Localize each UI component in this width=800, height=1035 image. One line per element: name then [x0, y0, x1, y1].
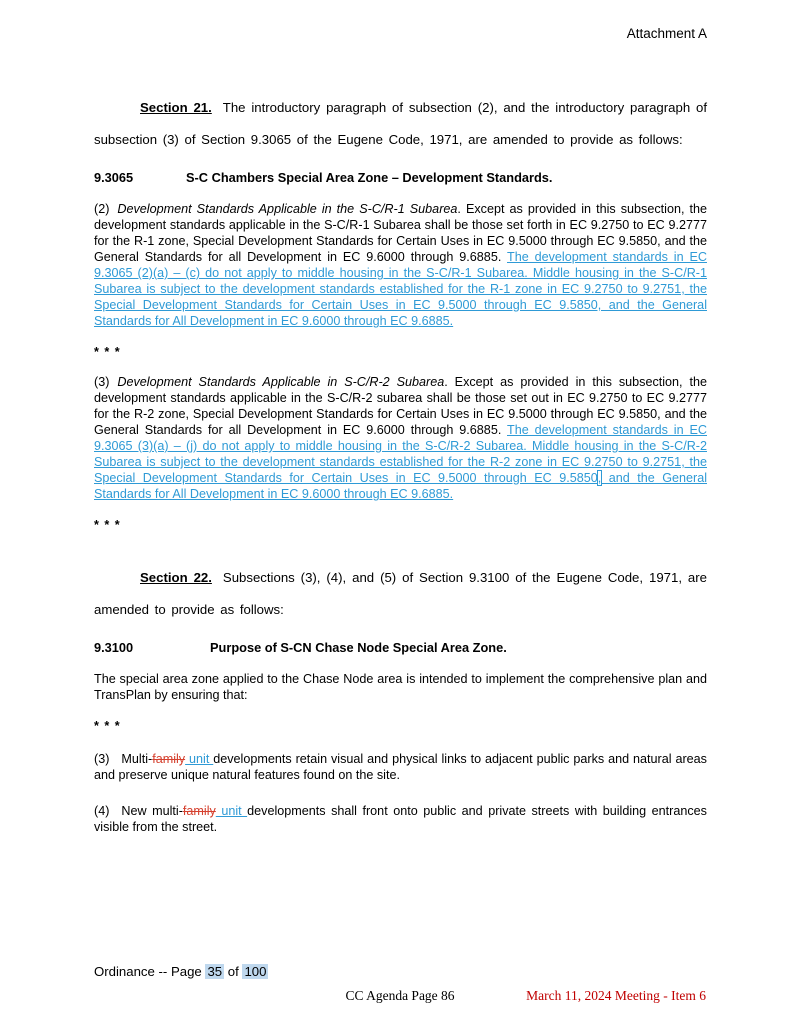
heading-9-3100 [94, 640, 707, 656]
code-number-9-3065: 9.3065 [94, 170, 134, 185]
section-21-body: The introductory paragraph of subsection (2), and the introductory paragraph of subsection (3) of Section 9.3065 of the Eugene Code, 1971, are amended to provide as follows: [94, 100, 707, 147]
amend3-pre-text: Multi- [121, 752, 153, 766]
attachment-label: Attachment A [626, 26, 707, 41]
section-22-paragraph [94, 562, 707, 626]
paragraph-3-amendment [94, 751, 707, 783]
paragraph-3-lead-in: Development Standards Applicable in S-C/R-2 Subarea [117, 375, 445, 389]
paragraph-3-change-mark: , [597, 471, 602, 485]
paragraph-2-existing-text: . Except as provided in this subsection, the development standards applicable in the S-C/R-1 Subarea shall be those set forth in EC 9.2750 to EC 9.2777 for the R-1 zone, Special Development Standards for Certain Uses in EC 9.5000 through EC 9.5850, and the General Standards for all Development in EC 9.6000 through 9.6885. [94, 202, 708, 264]
code-title-9-3100: Purpose of S-CN Chase Node Special Area Zone. [210, 640, 507, 655]
meeting-item-label: March 11, 2024 Meeting - Item 6 [526, 988, 706, 1003]
paragraph-4-amendment [94, 803, 707, 835]
amend3-deleted-text: family [152, 752, 186, 766]
amend4-post-text: developments shall front onto public and private streets with building entrances visible from the street. [94, 804, 707, 834]
amend4-deleted-text: family [182, 804, 216, 818]
paragraph-4-amendment-number: (4) [94, 804, 110, 818]
paragraph-2-number: (2) [94, 202, 110, 216]
ordinance-prefix: Ordinance -- Page [94, 964, 202, 979]
ordinance-page-line [94, 964, 268, 979]
paragraph-2-inserted-text: The development standards in EC 9.3065 (2)(a) – (c) do not apply to middle housing in the S-C/R-1 Subarea. Middle housing in the S-C/R-1 Subarea is subject to the development standards established for the R-1 zone in EC 9.2750 to 9.2751, the Special Development Standards for Certain Uses in EC 9.5000 through EC 9.5850, and the General Standards for All Development in EC 9.6000 through EC 9.6885. [94, 250, 707, 328]
code-number-9-3100: 9.3100 [94, 640, 134, 655]
section-22-label: Section 22. [140, 570, 212, 585]
heading-9-3065 [94, 170, 707, 186]
of-label: of [227, 964, 239, 979]
paragraph-3-number: (3) [94, 375, 110, 389]
paragraph-3-inserted-text-b: and the General Standards for All Development in EC 9.6000 through EC 9.6885. [94, 471, 707, 501]
asterisk-separator-3: * * * [94, 719, 121, 733]
amend4-inserted-text: unit [215, 804, 248, 818]
code-title-9-3065: S-C Chambers Special Area Zone – Development Standards. [186, 170, 553, 185]
amend3-post-text: developments retain visual and physical links to adjacent public parks and natural areas and preserve unique natural features found on the site. [94, 752, 707, 782]
paragraph-3-amendment-number: (3) [94, 752, 110, 766]
asterisk-separator-2: * * * [94, 518, 121, 532]
paragraph-3-existing-text: . Except as provided in this subsection, the development standards applicable in the S-C/R-2 subarea shall be those set out in EC 9.2750 to EC 9.2777 for the R-2 zone, Special Development Standards for Certain Uses in EC 9.5000 through EC 9.5850, and the General Standards for all Development in EC 9.6000 through 9.6885. [94, 375, 707, 437]
amend4-pre-text: New multi- [121, 804, 183, 818]
purpose-paragraph: The special area zone applied to the Chase Node area is intended to implement the comprehensive plan and TransPlan by ensuring that: [94, 672, 707, 702]
page-number-field: 35 [207, 964, 223, 979]
total-pages-field: 100 [244, 964, 267, 979]
asterisk-separator-1: * * * [94, 345, 121, 359]
cc-agenda-page-label: CC Agenda Page 86 [345, 988, 455, 1003]
paragraph-2 [94, 201, 707, 329]
section-22-body: Subsections (3), (4), and (5) of Section 9.3100 of the Eugene Code, 1971, are amended to provide as follows: [94, 570, 707, 617]
paragraph-2-lead-in: Development Standards Applicable in the S-C/R-1 Subarea [117, 202, 458, 216]
paragraph-3-inserted-text-a: The development standards in EC 9.3065 (3)(a) – (j) do not apply to middle housing in the S-C/R-2 Subarea. Middle housing in the S-C/R-2 Subarea is subject to the development standards established for the R-2 zone in EC 9.2750 to 9.2751, the Special Development Standards for Certain Uses in EC 9.5000 through EC 9.5850 [94, 423, 707, 485]
paragraph-3 [94, 374, 707, 502]
section-21-paragraph [94, 92, 707, 156]
section-21-label: Section 21. [140, 100, 212, 115]
amend3-inserted-text: unit [185, 752, 214, 766]
footer-bottom-line [0, 988, 800, 1005]
